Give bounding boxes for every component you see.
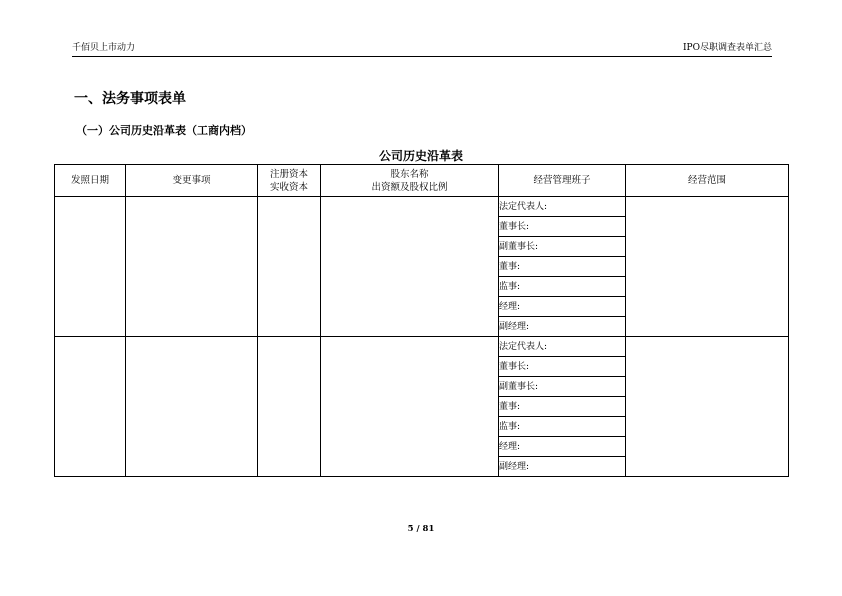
change-items-cell (126, 337, 258, 477)
role-vice-chairman: 副董事长: (499, 377, 626, 397)
page-header (72, 42, 772, 57)
role-chairman: 董事长: (499, 357, 626, 377)
role-manager: 经理: (499, 437, 626, 457)
role-supervisor: 监事: (499, 417, 626, 437)
column-header-shareholders (321, 165, 499, 197)
column-header-change-items: 变更事项 (126, 165, 258, 197)
page-number: 5 / 81 (407, 524, 435, 534)
role-deputy-manager: 副经理: (499, 457, 626, 477)
role-deputy-manager: 副经理: (499, 317, 626, 337)
role-manager: 经理: (499, 297, 626, 317)
role-director: 董事: (499, 257, 626, 277)
business-scope-cell (626, 337, 789, 477)
table-caption: 公司历史沿革表 (378, 149, 463, 163)
role-legal-representative: 法定代表人: (499, 337, 626, 357)
change-items-cell (126, 197, 258, 337)
shareholder-name-label: 股东名称 (390, 168, 429, 180)
column-header-management: 经营管理班子 (499, 165, 626, 197)
role-chairman: 董事长: (499, 217, 626, 237)
capital-cell (258, 337, 321, 477)
shareholders-cell (321, 337, 499, 477)
role-vice-chairman: 副董事长: (499, 237, 626, 257)
role-supervisor: 监事: (499, 277, 626, 297)
column-header-capital (258, 165, 321, 197)
section-title: 一、法务事项表单 (74, 91, 186, 107)
registered-capital-label: 注册资本 (269, 168, 308, 180)
column-header-license-date: 发照日期 (55, 165, 126, 197)
header-document-title: IPO尽职调查表单汇总 (683, 43, 772, 53)
role-director: 董事: (499, 397, 626, 417)
column-header-business-scope: 经营范围 (626, 165, 789, 197)
paid-in-capital-label: 实收资本 (269, 181, 308, 193)
table-row (55, 337, 789, 357)
shareholders-cell (321, 197, 499, 337)
table-row (55, 197, 789, 217)
table-header-row (55, 165, 789, 197)
license-date-cell (55, 197, 126, 337)
header-company-name: 千佰贝上市动力 (72, 43, 136, 53)
shareholding-ratio-label: 出资额及股权比例 (371, 181, 448, 193)
business-scope-cell (626, 197, 789, 337)
license-date-cell (55, 337, 126, 477)
role-legal-representative: 法定代表人: (499, 197, 626, 217)
capital-cell (258, 197, 321, 337)
subsection-title: （一）公司历史沿革表（工商内档） (76, 124, 252, 137)
company-history-table (54, 164, 789, 477)
